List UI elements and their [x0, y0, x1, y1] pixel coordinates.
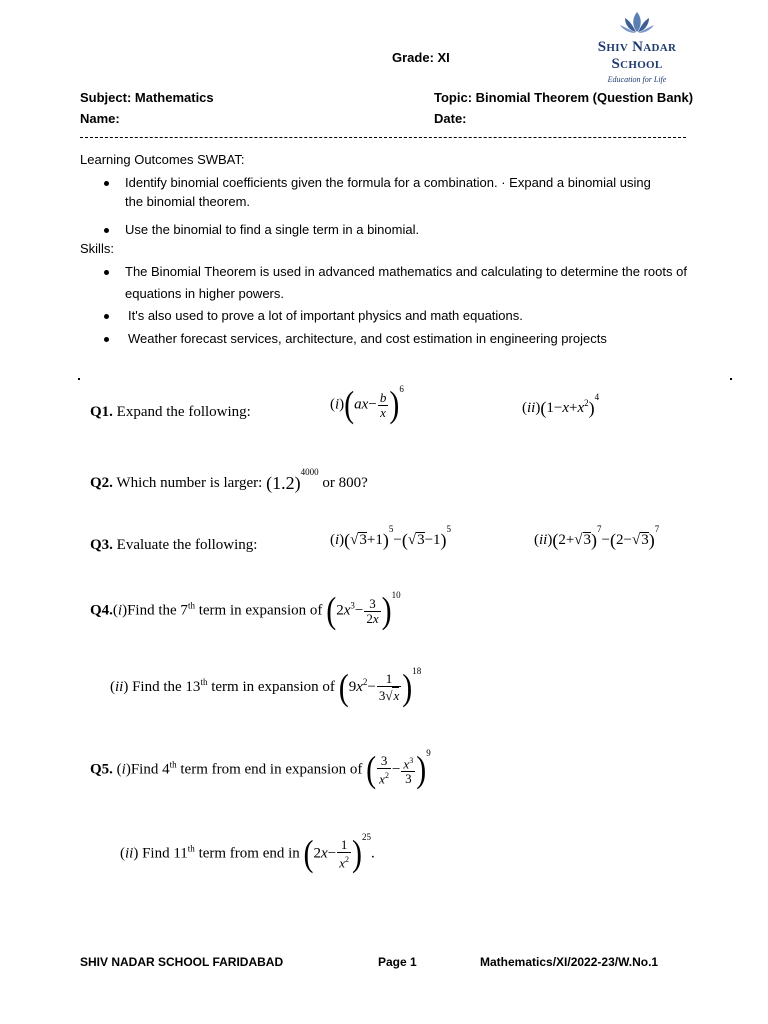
outcome-item-cont: the binomial theorem.: [125, 194, 251, 209]
question-label: Q3.: [90, 537, 113, 553]
stray-dot: [730, 378, 732, 380]
question-4-i: Q4.(i)Find the 7th term in expansion of ($2x^3-$ $\frac{3}{2x}$ )$^{10}$: [90, 589, 401, 631]
question-label: Q2.: [90, 474, 113, 491]
footer-school: SHIV NADAR SCHOOL FARIDABAD: [80, 955, 284, 969]
question-text: term in expansion of: [211, 678, 335, 695]
stray-dot: [78, 378, 80, 380]
question-text-or: or 800?: [322, 474, 368, 491]
outcome-item: Use the binomial to find a single term in a binomial.: [125, 222, 420, 237]
q3-part-ii-expression: $(ii)(2+√3)^7-(2-√3)^7$: [534, 524, 660, 550]
ordinal-suffix: th: [187, 843, 195, 854]
footer-page-number: Page 1: [378, 955, 417, 969]
question-text: Expand the following:: [116, 404, 251, 420]
skills-heading: Skills:: [80, 241, 114, 256]
question-2: Q2. Which number is larger: $(1.2)^{4000}$ or 800?: [90, 467, 368, 493]
skill-item: It's also used to prove a lot of important physics and math equations.: [128, 308, 523, 323]
question-text: Find 11: [142, 845, 188, 862]
question-text: Evaluate the following:: [116, 537, 258, 553]
question-5-ii: (ii) Find 11th term from end in (2x− $\frac{1}{x^2}$ )$^{25}$.: [120, 832, 375, 875]
ordinal-suffix: th: [200, 676, 208, 687]
question-text: Which number is larger:: [116, 474, 263, 491]
skill-item: The Binomial Theorem is used in advanced mathematics and calculating to determine the roots of: [125, 264, 687, 279]
outcome-item: Identify binomial coefficients given the formula for a combination. · Expand a binomial using: [125, 175, 651, 190]
name-field-label: Name:: [80, 111, 120, 126]
school-tagline: Education for Life: [607, 75, 667, 84]
footer-reference: Mathematics/XI/2022-23/W.No.1: [480, 955, 659, 969]
skill-item-cont: equations in higher powers.: [125, 286, 284, 301]
question-label: Q4.: [90, 602, 113, 619]
question-label: Q1.: [90, 404, 113, 420]
school-logo: [582, 10, 692, 84]
bullet-icon: [104, 181, 109, 186]
skill-item: Weather forecast services, architecture, and cost estimation in engineering projects: [128, 331, 607, 346]
q1-part-i-expression: (i)(ax− $\frac{b}{x}$ )$^6$: [330, 383, 404, 425]
lotus-icon: [619, 10, 655, 36]
bullet-icon: [104, 314, 109, 319]
q3-part-i-expression: $(i)(√3+1)^5-(√3-1)^5$: [330, 524, 452, 550]
question-text: Find 4: [130, 761, 170, 778]
grade-label: Grade: XI: [392, 50, 450, 65]
subject-label: Subject: Mathematics: [80, 90, 214, 105]
date-field-label: Date:: [434, 111, 467, 126]
bullet-icon: [104, 228, 109, 233]
outcomes-heading: Learning Outcomes SWBAT:: [80, 152, 245, 167]
question-3: [90, 537, 257, 554]
question-text: Find the 7: [127, 602, 188, 619]
question-text: Find the 13: [132, 678, 201, 695]
question-text: term in expansion of: [198, 602, 323, 619]
school-name: Shiv Nadar School: [597, 39, 677, 72]
question-1: [90, 404, 251, 421]
question-5-i: Q5. (i)Find 4th term from end in expansion of ( $\frac{3}{x^2}$ − $\frac{x^3}{3}$ )$^9$: [90, 748, 431, 791]
question-label: Q5.: [90, 761, 113, 778]
topic-label: Topic: Binomial Theorem (Question Bank): [434, 90, 694, 105]
q1-part-ii-expression: $(ii)(1-x+x^2)^4$: [522, 392, 600, 419]
question-text: term from end in expansion of: [180, 761, 363, 778]
ordinal-suffix: th: [187, 600, 195, 611]
question-4-ii: (ii) Find the 13th term in expansion of ($9x^2-$ $\frac{1}{3√x}$ )$^{18}$: [110, 666, 422, 708]
question-text: term from end in: [198, 845, 300, 862]
bullet-icon: [104, 270, 109, 275]
ordinal-suffix: th: [169, 759, 177, 770]
bullet-icon: [104, 337, 109, 342]
header-divider: [80, 137, 686, 138]
